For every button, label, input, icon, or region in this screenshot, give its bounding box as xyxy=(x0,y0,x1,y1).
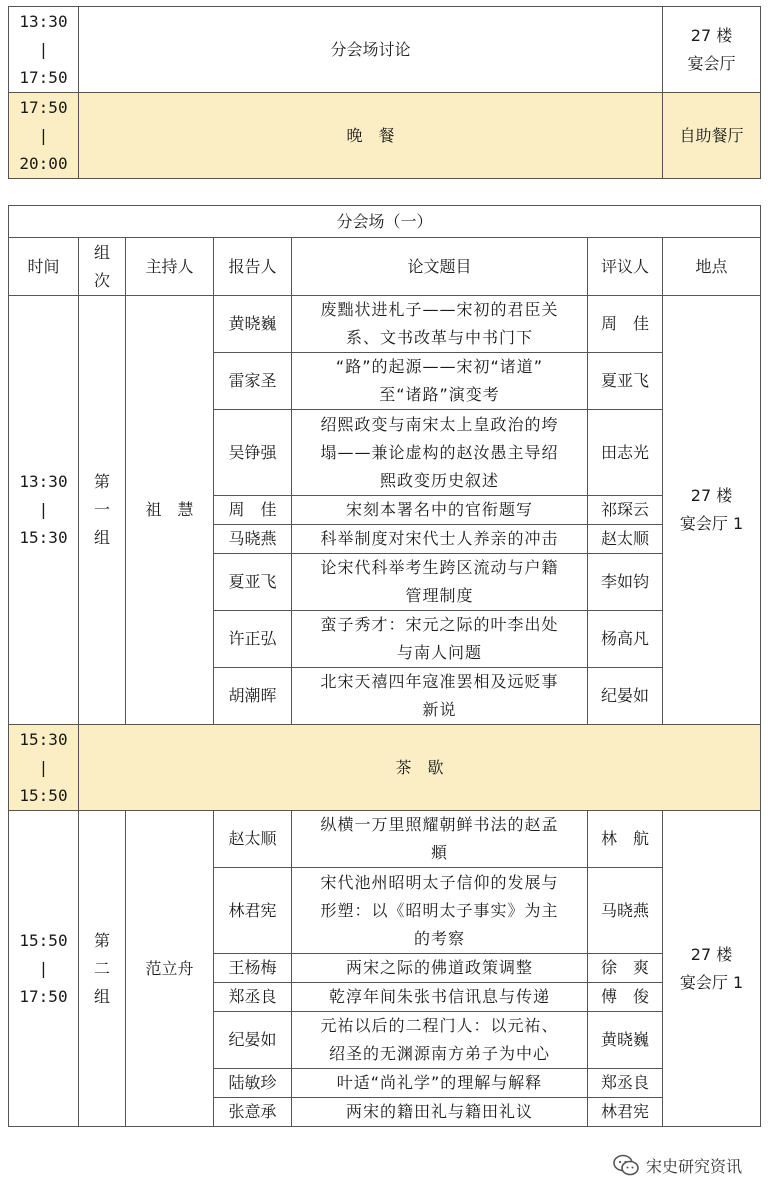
watermark xyxy=(612,1150,742,1180)
top-schedule-table xyxy=(8,6,761,179)
header-host: 主持人 xyxy=(126,238,214,296)
paper-title-line: 纵横一万里照耀朝鲜书法的赵孟 xyxy=(320,815,559,834)
paper-title-line: 的考察 xyxy=(413,928,465,948)
speaker-name: 王杨梅 xyxy=(214,954,292,983)
event-title: 晚 餐 xyxy=(79,93,663,179)
reviewer-name: 李如钧 xyxy=(588,554,663,611)
watermark-text: 宋史研究资讯 xyxy=(645,1156,742,1176)
session-location: 27 楼 宴会厅 1 xyxy=(663,811,761,1127)
group-one xyxy=(9,296,761,725)
reviewer-name: 田志光 xyxy=(588,410,663,496)
paper-title-line: 蛮子秀才：宋元之际的叶李出处 xyxy=(320,615,559,634)
speaker-name: 林君宪 xyxy=(214,868,292,954)
paper-title-line: 与南人问题 xyxy=(396,643,482,662)
paper-title-line: 北宋天禧四年寇准罢相及远贬事 xyxy=(320,672,559,691)
paper-title-line: 新说 xyxy=(422,700,457,719)
session-location: 27 楼 宴会厅 1 xyxy=(663,296,761,725)
reviewer-name: 赵太顺 xyxy=(588,525,663,554)
group-two xyxy=(9,811,761,1127)
group-name: 第 一 组 xyxy=(79,296,126,725)
paper-title-line: 绍熙政变与南宋太上皇政治的垮 xyxy=(320,414,559,434)
reviewer-name: 傅 俊 xyxy=(588,983,663,1012)
paper-title-line: 绍圣的无渊源南方弟子为中心 xyxy=(328,1044,550,1063)
paper-row xyxy=(9,811,761,868)
speaker-name: 周 佳 xyxy=(214,496,292,525)
paper-title-line: 宋刻本署名中的官衔题写 xyxy=(345,500,533,519)
header-speaker: 报告人 xyxy=(214,238,292,296)
host-name: 祖 慧 xyxy=(126,296,214,725)
tea-break-row xyxy=(9,725,761,811)
paper-title xyxy=(292,353,588,410)
event-location: 27 楼 宴会厅 xyxy=(663,7,761,93)
header-time: 时间 xyxy=(9,238,79,296)
paper-title-line: 论宋代科举考生跨区流动与户籍 xyxy=(320,558,559,577)
paper-title xyxy=(292,1098,588,1127)
header-paper: 论文题目 xyxy=(292,238,588,296)
reviewer-name: 马晓燕 xyxy=(588,868,663,954)
speaker-name: 赵太顺 xyxy=(214,811,292,868)
paper-title-line: 两宋之际的佛道政策调整 xyxy=(345,958,533,977)
speaker-name: 夏亚飞 xyxy=(214,554,292,611)
paper-title-line: “路”的起源——宋初“诸道” xyxy=(335,357,544,376)
paper-title xyxy=(292,1069,588,1098)
time-range: 13:30 | 15:30 xyxy=(9,296,79,725)
time-range: 13:30 | 17:50 xyxy=(9,7,79,93)
paper-title xyxy=(292,954,588,983)
paper-title xyxy=(292,1012,588,1069)
session-title: 分会场（一） xyxy=(9,206,761,238)
time-range: 15:30 | 15:50 xyxy=(9,725,79,811)
speaker-name: 许正弘 xyxy=(214,611,292,668)
paper-title-line: 废黜状进札子——宋初的君臣关 xyxy=(320,300,559,319)
paper-title-line: 宋代池州昭明太子信仰的发展与 xyxy=(320,872,559,892)
paper-row xyxy=(9,296,761,353)
reviewer-name: 祁琛云 xyxy=(588,496,663,525)
header-location: 地点 xyxy=(663,238,761,296)
paper-title-line: 乾淳年间朱张书信讯息与传递 xyxy=(328,987,550,1006)
reviewer-name: 林 航 xyxy=(588,811,663,868)
group-name: 第 二 组 xyxy=(79,811,126,1127)
paper-title xyxy=(292,296,588,353)
paper-title-line: 两宋的籍田礼与籍田礼议 xyxy=(345,1102,533,1121)
wechat-icon xyxy=(612,1154,640,1176)
paper-title-line: 元祐以后的二程门人：以元祐、 xyxy=(320,1016,559,1035)
paper-title xyxy=(292,496,588,525)
speaker-name: 马晓燕 xyxy=(214,525,292,554)
paper-title-line: 熙政变历史叙述 xyxy=(379,470,499,490)
header-group: 组 次 xyxy=(79,238,126,296)
speaker-name: 胡潮晖 xyxy=(214,668,292,725)
reviewer-name: 林君宪 xyxy=(588,1098,663,1127)
time-range: 17:50 | 20:00 xyxy=(9,93,79,179)
speaker-name: 黄晓巍 xyxy=(214,296,292,353)
event-location: 自助餐厅 xyxy=(663,93,761,179)
paper-title xyxy=(292,525,588,554)
speaker-name: 陆敏珍 xyxy=(214,1069,292,1098)
paper-title-line: 系、文书改革与中书门下 xyxy=(345,328,533,347)
speaker-name: 张意承 xyxy=(214,1098,292,1127)
reviewer-name: 徐 爽 xyxy=(588,954,663,983)
paper-title xyxy=(292,668,588,725)
paper-title-line: 塌——兼论虚构的赵汝愚主导绍 xyxy=(320,442,559,462)
host-name: 范立舟 xyxy=(126,811,214,1127)
speaker-name: 吴铮强 xyxy=(214,410,292,496)
paper-title xyxy=(292,868,588,954)
reviewer-name: 黄晓巍 xyxy=(588,1012,663,1069)
reviewer-name: 周 佳 xyxy=(588,296,663,353)
paper-title xyxy=(292,554,588,611)
paper-title-line: 管理制度 xyxy=(405,586,474,605)
event-title: 分会场讨论 xyxy=(79,7,663,93)
header-row xyxy=(9,238,761,296)
tea-break-title: 茶 歇 xyxy=(79,725,761,811)
session-title-row xyxy=(9,206,761,238)
schedule-row-discussion xyxy=(9,7,761,93)
schedule-row-dinner xyxy=(9,93,761,179)
speaker-name: 纪晏如 xyxy=(214,1012,292,1069)
paper-title-line: 科举制度对宋代士人养亲的冲击 xyxy=(320,529,559,548)
paper-title-line: 至“诸路”演变考 xyxy=(379,385,500,404)
session-table xyxy=(8,205,761,1127)
paper-title xyxy=(292,811,588,868)
header-reviewer: 评议人 xyxy=(588,238,663,296)
speaker-name: 郑丞良 xyxy=(214,983,292,1012)
reviewer-name: 杨高凡 xyxy=(588,611,663,668)
paper-title xyxy=(292,983,588,1012)
paper-title-line: 形塑：以《昭明太子事实》为主 xyxy=(320,900,559,920)
paper-title xyxy=(292,611,588,668)
reviewer-name: 纪晏如 xyxy=(588,668,663,725)
speaker-name: 雷家圣 xyxy=(214,353,292,410)
paper-title-line: 頫 xyxy=(430,843,448,862)
time-range: 15:50 | 17:50 xyxy=(9,811,79,1127)
paper-title xyxy=(292,410,588,496)
reviewer-name: 郑丞良 xyxy=(588,1069,663,1098)
reviewer-name: 夏亚飞 xyxy=(588,353,663,410)
paper-title-line: 叶适“尚礼学”的理解与解释 xyxy=(336,1073,543,1092)
